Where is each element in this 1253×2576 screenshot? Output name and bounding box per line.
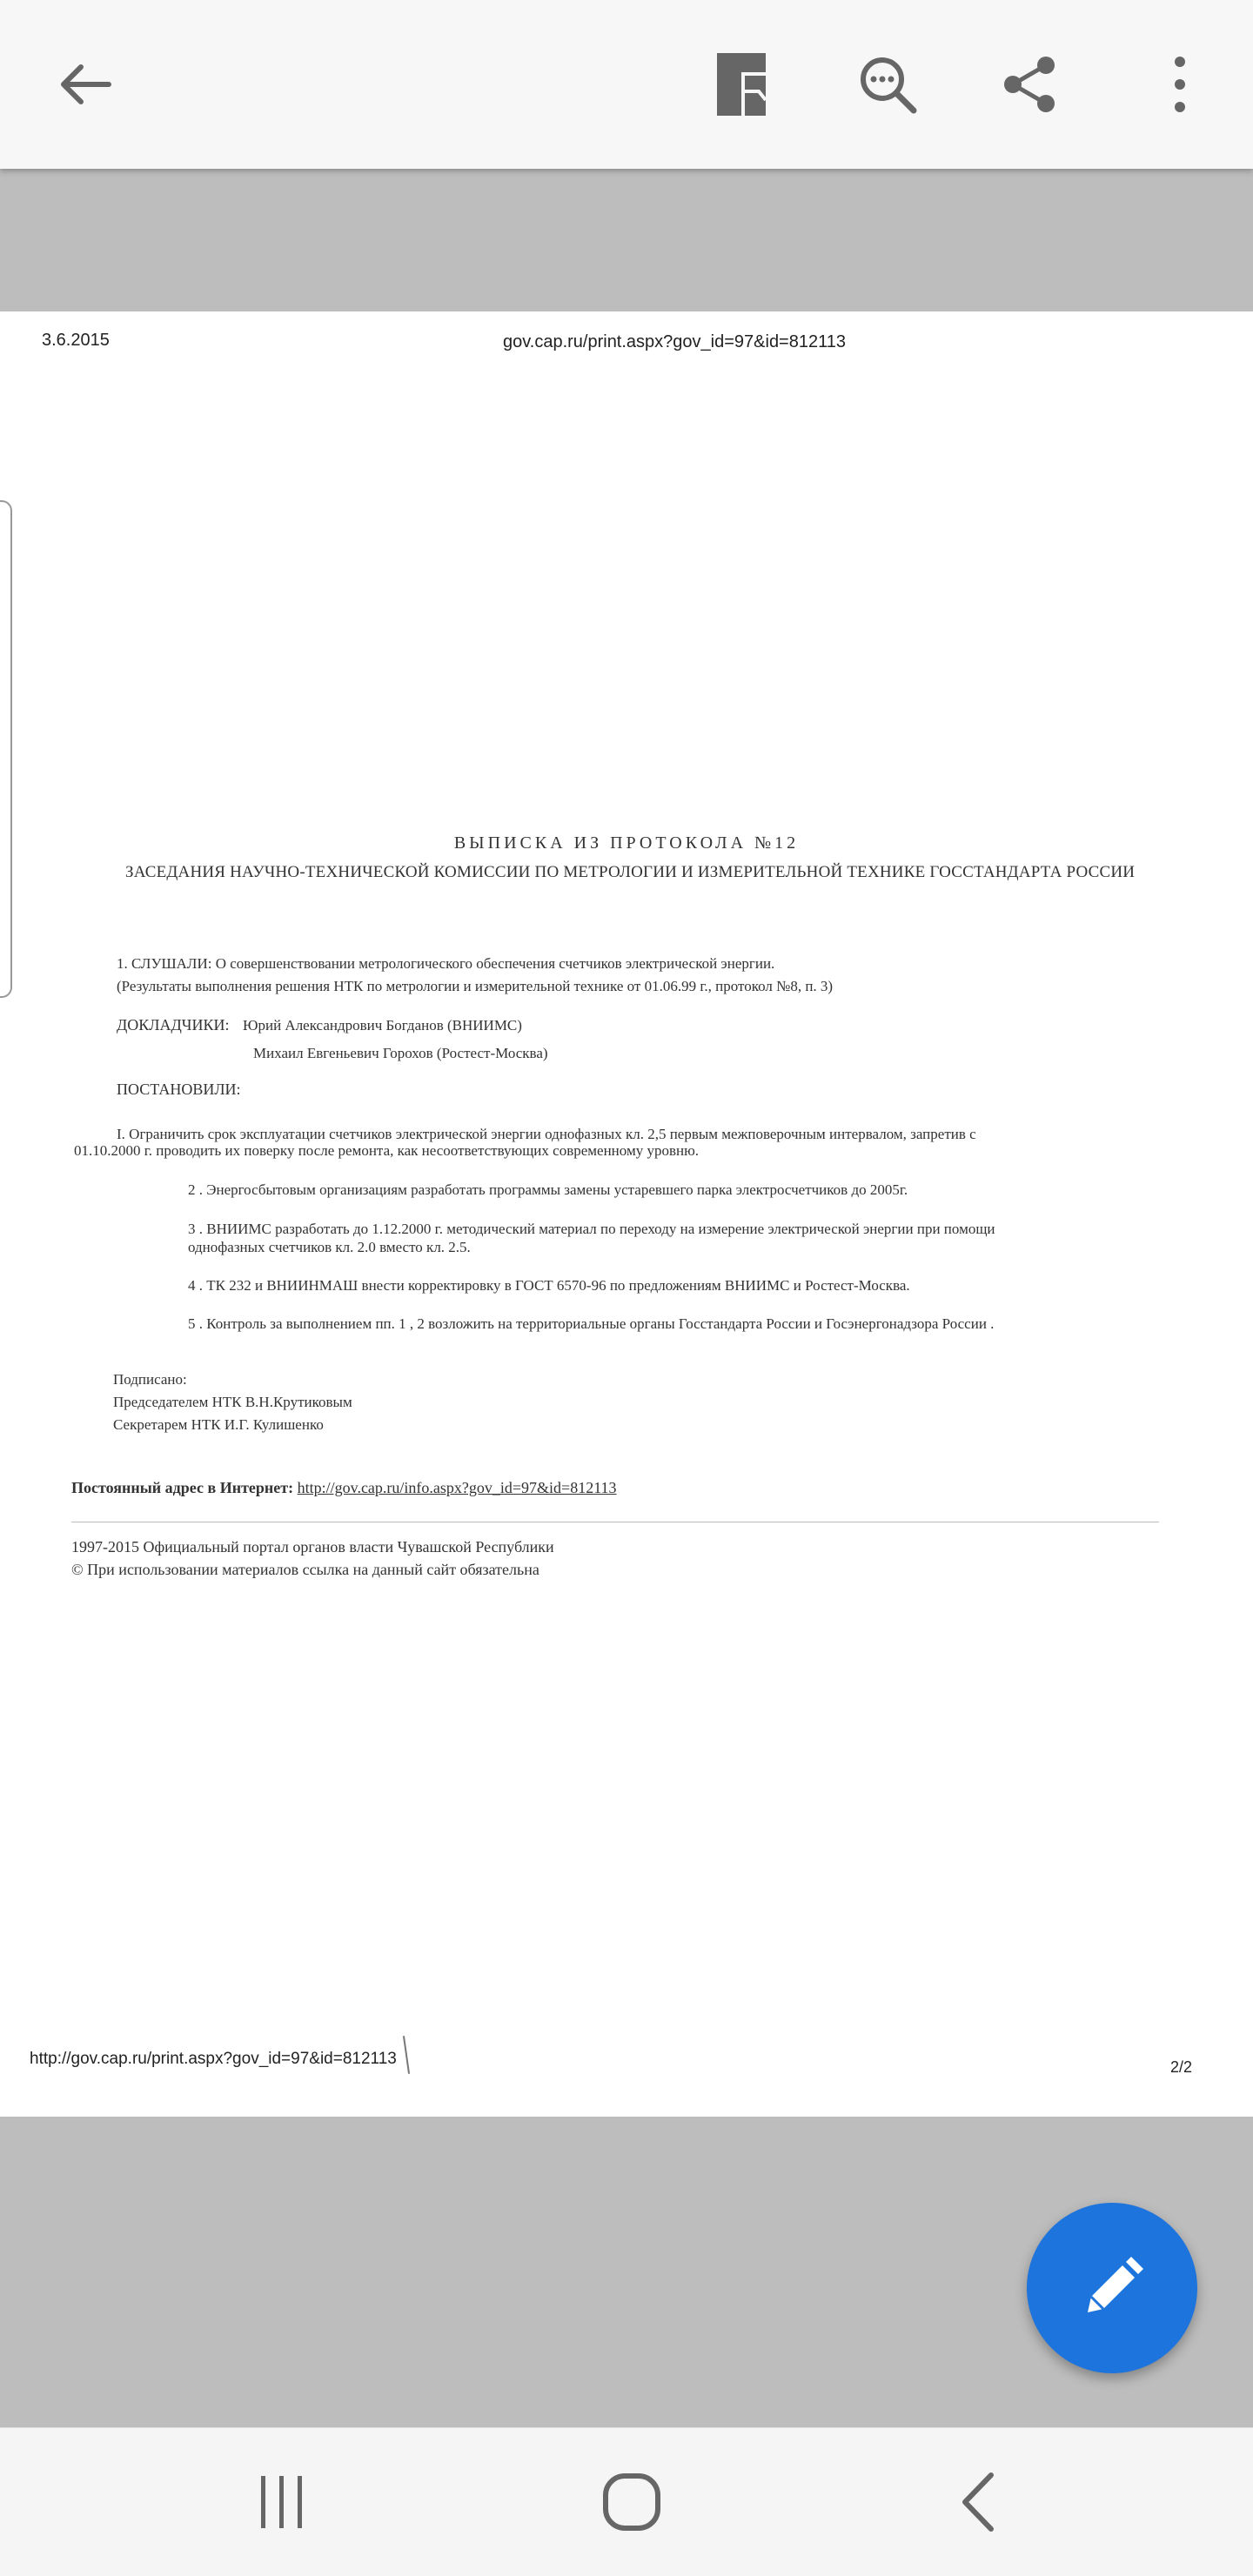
nav-back-button[interactable]	[926, 2459, 1030, 2546]
footer-copyright: 1997-2015 Официальный портал органов власти Чувашской Республики	[71, 1538, 554, 1556]
heard-line-1: 1. СЛУШАЛИ: О совершенствовании метрологического обеспечения счетчиков электрической энергии.	[117, 955, 775, 972]
permanent-address-label: Постоянный адрес в Интернет:	[71, 1479, 294, 1496]
home-button[interactable]	[580, 2459, 684, 2546]
recents-icon	[256, 2474, 308, 2530]
edit-fab-button[interactable]	[1027, 2203, 1197, 2373]
speaker-2: Михаил Евгеньевич Горохов (Ростест-Москва)	[253, 1045, 548, 1061]
page-header-url: gov.cap.ru/print.aspx?gov_id=97&id=812113	[503, 332, 846, 351]
speakers-label: ДОКЛАДЧИКИ:	[117, 1016, 230, 1034]
item-3-line-1: 3 . ВНИИМС разработать до 1.12.2000 г. методический материал по переходу на измерение электрической энергии при помощи	[188, 1221, 995, 1237]
back-chevron-icon	[956, 2472, 1000, 2533]
permanent-address-link[interactable]: http://gov.cap.ru/info.aspx?gov_id=97&id=812113	[297, 1479, 617, 1496]
item-1-line-2: 01.10.2000 г. проводить их поверку после ремонта, как несоответствующих современному уровню.	[74, 1142, 700, 1159]
share-icon	[1001, 55, 1060, 114]
scroll-handle[interactable]	[0, 500, 12, 998]
arrow-left-icon	[55, 58, 116, 110]
system-navigation-bar	[0, 2427, 1253, 2576]
item-4: 4 . ТК 232 и ВНИИНМАШ внести корректировку в ГОСТ 6570-96 по предложениям ВНИИМС и Ростест-Москва.	[188, 1277, 910, 1294]
share-button[interactable]	[987, 41, 1074, 128]
heard-line-2: (Результаты выполнения решения НТК по метрологии и измерительной технике от 01.06.99 г., протокол №8, п. 3)	[117, 978, 834, 994]
item-1-line-1: I. Ограничить срок эксплуатации счетчиков электрической энергии однофазных кл. 2,5 первым межповерочным интервалом, запретив с	[117, 1126, 976, 1142]
more-options-button[interactable]	[1136, 41, 1223, 128]
page-number: 2/2	[1170, 2058, 1193, 2076]
chair-signature: Председателем НТК В.Н.Крутиковым	[113, 1394, 352, 1410]
secretary-signature: Секретарем НТК И.Г. Кулишенко	[113, 1416, 324, 1433]
footer-notice: © При использовании материалов ссылка на данный сайт обязательна	[71, 1561, 539, 1578]
more-vertical-icon	[1171, 55, 1189, 114]
speaker-1: Юрий Александрович Богданов (ВНИИМС)	[243, 1017, 522, 1034]
search-icon	[856, 53, 919, 116]
resolved-heading: ПОСТАНОВИЛИ:	[117, 1081, 241, 1098]
document-page	[0, 311, 1253, 2117]
page-header-date: 3.6.2015	[42, 331, 110, 350]
reading-mode-icon	[715, 51, 767, 117]
recents-button[interactable]	[230, 2459, 334, 2546]
reading-mode-button[interactable]	[698, 41, 785, 128]
document-title: ВЫПИСКА ИЗ ПРОТОКОЛА №12	[453, 833, 800, 853]
permanent-address	[71, 1479, 617, 1497]
scan-mark	[403, 2036, 410, 2074]
pencil-edit-icon	[1075, 2251, 1149, 2325]
search-button[interactable]	[844, 41, 931, 128]
home-icon	[601, 2472, 662, 2533]
back-button[interactable]	[42, 41, 129, 128]
item-3-line-2: однофазных счетчиков кл. 2.0 вместо кл. 2.5.	[188, 1239, 471, 1255]
document-subtitle: ЗАСЕДАНИЯ НАУЧНО-ТЕХНИЧЕСКОЙ КОМИССИИ ПО МЕТРОЛОГИИ И ИЗМЕРИТЕЛЬНОЙ ТЕХНИКЕ ГОССТАНДАРТА РОССИИ	[125, 863, 1136, 881]
item-5: 5 . Контроль за выполнением пп. 1 , 2 возложить на территориальные органы Госстандарта России и Госэнергонадзора России .	[188, 1315, 995, 1332]
signed-label: Подписано:	[113, 1371, 187, 1388]
item-2: 2 . Энергосбытовым организациям разработать программы замены устаревшего парка электросчетчиков до 2005г.	[188, 1181, 908, 1198]
page-footer-url: http://gov.cap.ru/print.aspx?gov_id=97&id=812113	[30, 2050, 397, 2068]
top-app-bar	[0, 0, 1253, 169]
